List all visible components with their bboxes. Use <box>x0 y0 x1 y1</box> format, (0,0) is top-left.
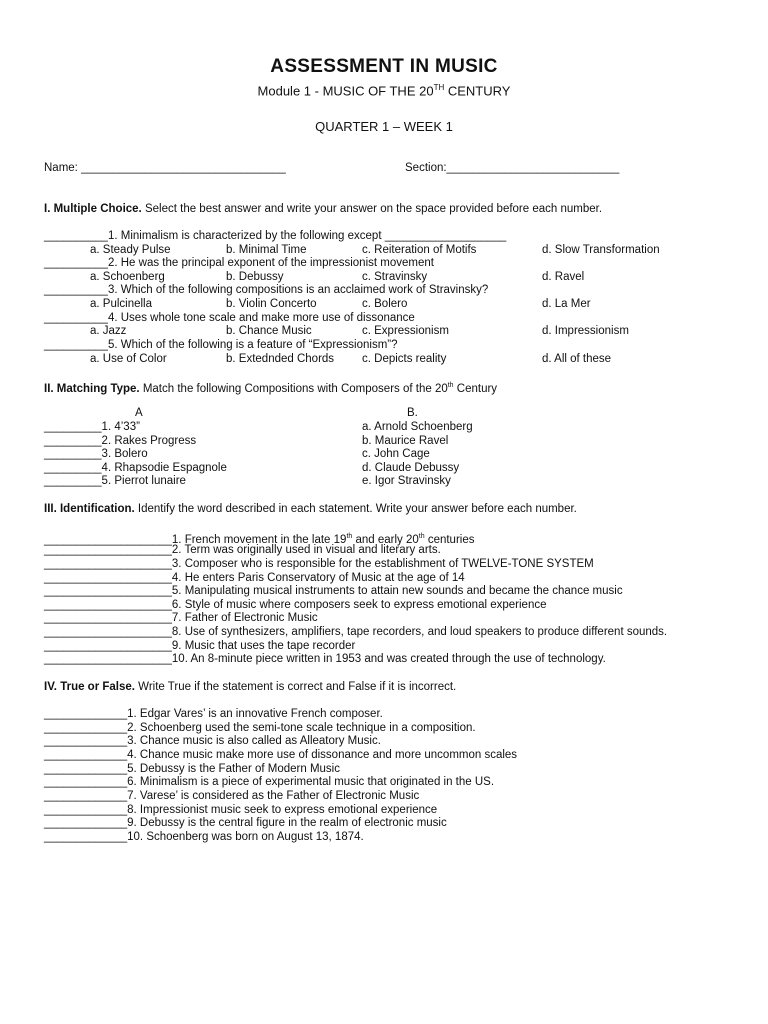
mc-option: a. Pulcinella <box>90 298 153 310</box>
true-false-item[interactable]: _____________4. Chance music make more use of dissonance and more uncommon scales <box>44 749 518 761</box>
name-field[interactable]: Name: ________________________________ <box>44 162 286 174</box>
matching-choice: d. Claude Debussy <box>362 462 460 474</box>
mc-option: a. Use of Color <box>90 353 167 365</box>
module-subtitle <box>0 83 768 98</box>
mc-option: c. Stravinsky <box>362 271 428 283</box>
section-field[interactable]: Section:___________________________ <box>405 162 620 174</box>
mc-option: c. Bolero <box>362 298 408 310</box>
part2-heading-line <box>44 379 497 396</box>
matching-item[interactable]: _________5. Pierrot lunaire <box>44 475 186 487</box>
matching-item[interactable]: _________2. Rakes Progress <box>44 435 197 447</box>
matching-item[interactable]: _________4. Rhapsodie Espagnole <box>44 462 227 474</box>
identification-item[interactable]: ____________________7. Father of Electronic Music <box>44 612 318 624</box>
true-false-item[interactable]: _____________9. Debussy is the central figure in the realm of electronic music <box>44 817 447 829</box>
mc-option: a. Jazz <box>90 325 127 337</box>
mc-question-2[interactable]: __________2. He was the principal exponent of the impressionist movement <box>44 257 434 269</box>
matching-choice: e. Igor Stravinsky <box>362 475 451 487</box>
part1-heading: I. Multiple Choice. <box>44 203 142 215</box>
true-false-item[interactable]: _____________7. Varese’ is considered as the Father of Electronic Music <box>44 790 420 802</box>
mc-question-1[interactable]: __________1. Minimalism is characterized by the following except ___________________ <box>44 230 507 242</box>
mc-option: d. Slow Transformation <box>542 244 660 256</box>
mc-question-4[interactable]: __________4. Uses whole tone scale and make more use of dissonance <box>44 312 415 324</box>
part2-instruction-pre: Match the following Compositions with Composers of the 20 <box>139 382 448 395</box>
true-false-item[interactable]: _____________10. Schoenberg was born on August 13, 1874. <box>44 831 364 843</box>
mc-option: d. Ravel <box>542 271 585 283</box>
item1-sup1: th <box>346 533 353 540</box>
mc-option: a. Schoenberg <box>90 271 165 283</box>
part4-heading: IV. True or False. <box>44 681 135 693</box>
item1-pre: ____________________1. French movement in the late 19 <box>44 533 347 546</box>
part3-heading-line <box>44 502 577 516</box>
identification-item[interactable]: ____________________3. Composer who is responsible for the establishment of TWELVE-TONE SYSTEM <box>44 558 594 570</box>
mc-option: a. Steady Pulse <box>90 244 171 256</box>
true-false-item[interactable]: _____________8. Impressionist music seek to express emotional experience <box>44 804 438 816</box>
identification-item[interactable]: ____________________10. An 8-minute piece written in 1953 and was created through the use of technology. <box>44 653 606 665</box>
column-b-header: B. <box>407 407 418 419</box>
matching-choice: c. John Cage <box>362 448 430 460</box>
part1-heading-line <box>44 202 602 216</box>
mc-option: b. Minimal Time <box>226 244 307 256</box>
part2-heading: II. Matching Type. <box>44 382 140 395</box>
mc-option: c. Reiteration of Motifs <box>362 244 477 256</box>
mc-option: b. Extednded Chords <box>226 353 335 365</box>
part3-heading: III. Identification. <box>44 503 135 515</box>
true-false-item[interactable]: _____________3. Chance music is also called as Alleatory Music. <box>44 735 381 747</box>
mc-option: d. Impressionism <box>542 325 629 337</box>
mc-option: b. Violin Concerto <box>226 298 317 310</box>
mc-option: b. Chance Music <box>226 325 312 337</box>
subtitle-pre: Module 1 - MUSIC OF THE 20 <box>257 83 434 99</box>
identification-item[interactable]: ____________________4. He enters Paris Conservatory of Music at the age of 14 <box>44 572 465 584</box>
mc-option: c. Expressionism <box>362 325 449 337</box>
mc-option: c. Depicts reality <box>362 353 447 365</box>
identification-item[interactable]: ____________________2. Term was originally used in visual and literary arts. <box>44 544 441 556</box>
matching-item[interactable]: _________3. Bolero <box>44 448 148 460</box>
quarter-week-label: QUARTER 1 – WEEK 1 <box>315 119 453 134</box>
identification-item[interactable]: ____________________8. Use of synthesizers, amplifiers, tape recorders, and loud speakers to produce different sounds. <box>44 626 668 638</box>
item1-post: centuries <box>424 533 475 546</box>
part2-instruction-sup: th <box>447 382 454 389</box>
column-a-header: A <box>135 407 143 419</box>
identification-item[interactable]: ____________________5. Manipulating musical instruments to attain new sounds and became the chance music <box>44 585 623 597</box>
true-false-item[interactable]: _____________2. Schoenberg used the semi-tone scale technique in a composition. <box>44 722 476 734</box>
item1-sup2: th <box>418 533 425 540</box>
part4-instruction: Write True if the statement is correct and False if it is incorrect. <box>134 681 457 693</box>
matching-choice: b. Maurice Ravel <box>362 435 449 447</box>
part1-instruction: Select the best answer and write your answer on the space provided before each number. <box>141 203 603 215</box>
mc-option: b. Debussy <box>226 271 284 283</box>
true-false-item[interactable]: _____________1. Edgar Vares’ is an innovative French composer. <box>44 708 383 720</box>
part4-heading-line <box>44 680 456 694</box>
mc-option: d. All of these <box>542 353 612 365</box>
item1-mid: and early 20 <box>352 533 419 546</box>
mc-question-3[interactable]: __________3. Which of the following compositions is an acclaimed work of Stravinsky? <box>44 284 489 296</box>
matching-choice: a. Arnold Schoenberg <box>362 421 473 433</box>
true-false-item[interactable]: _____________6. Minimalism is a piece of experimental music that originated in the US. <box>44 776 495 788</box>
mc-question-5[interactable]: __________5. Which of the following is a feature of “Expressionism”? <box>44 339 398 351</box>
true-false-item[interactable]: _____________5. Debussy is the Father of Modern Music <box>44 763 340 775</box>
subtitle-sup: TH <box>433 83 445 92</box>
part3-instruction: Identify the word described in each statement. Write your answer before each number. <box>134 503 577 515</box>
identification-item[interactable]: ____________________6. Style of music where composers seek to express emotional experience <box>44 599 547 611</box>
mc-option: d. La Mer <box>542 298 591 310</box>
page-title: ASSESSMENT IN MUSIC <box>270 56 498 77</box>
matching-item[interactable]: _________1. 4’33” <box>44 421 140 433</box>
part2-instruction-post: Century <box>453 382 498 395</box>
identification-item[interactable]: ____________________9. Music that uses the tape recorder <box>44 640 356 652</box>
subtitle-post: CENTURY <box>444 83 511 99</box>
